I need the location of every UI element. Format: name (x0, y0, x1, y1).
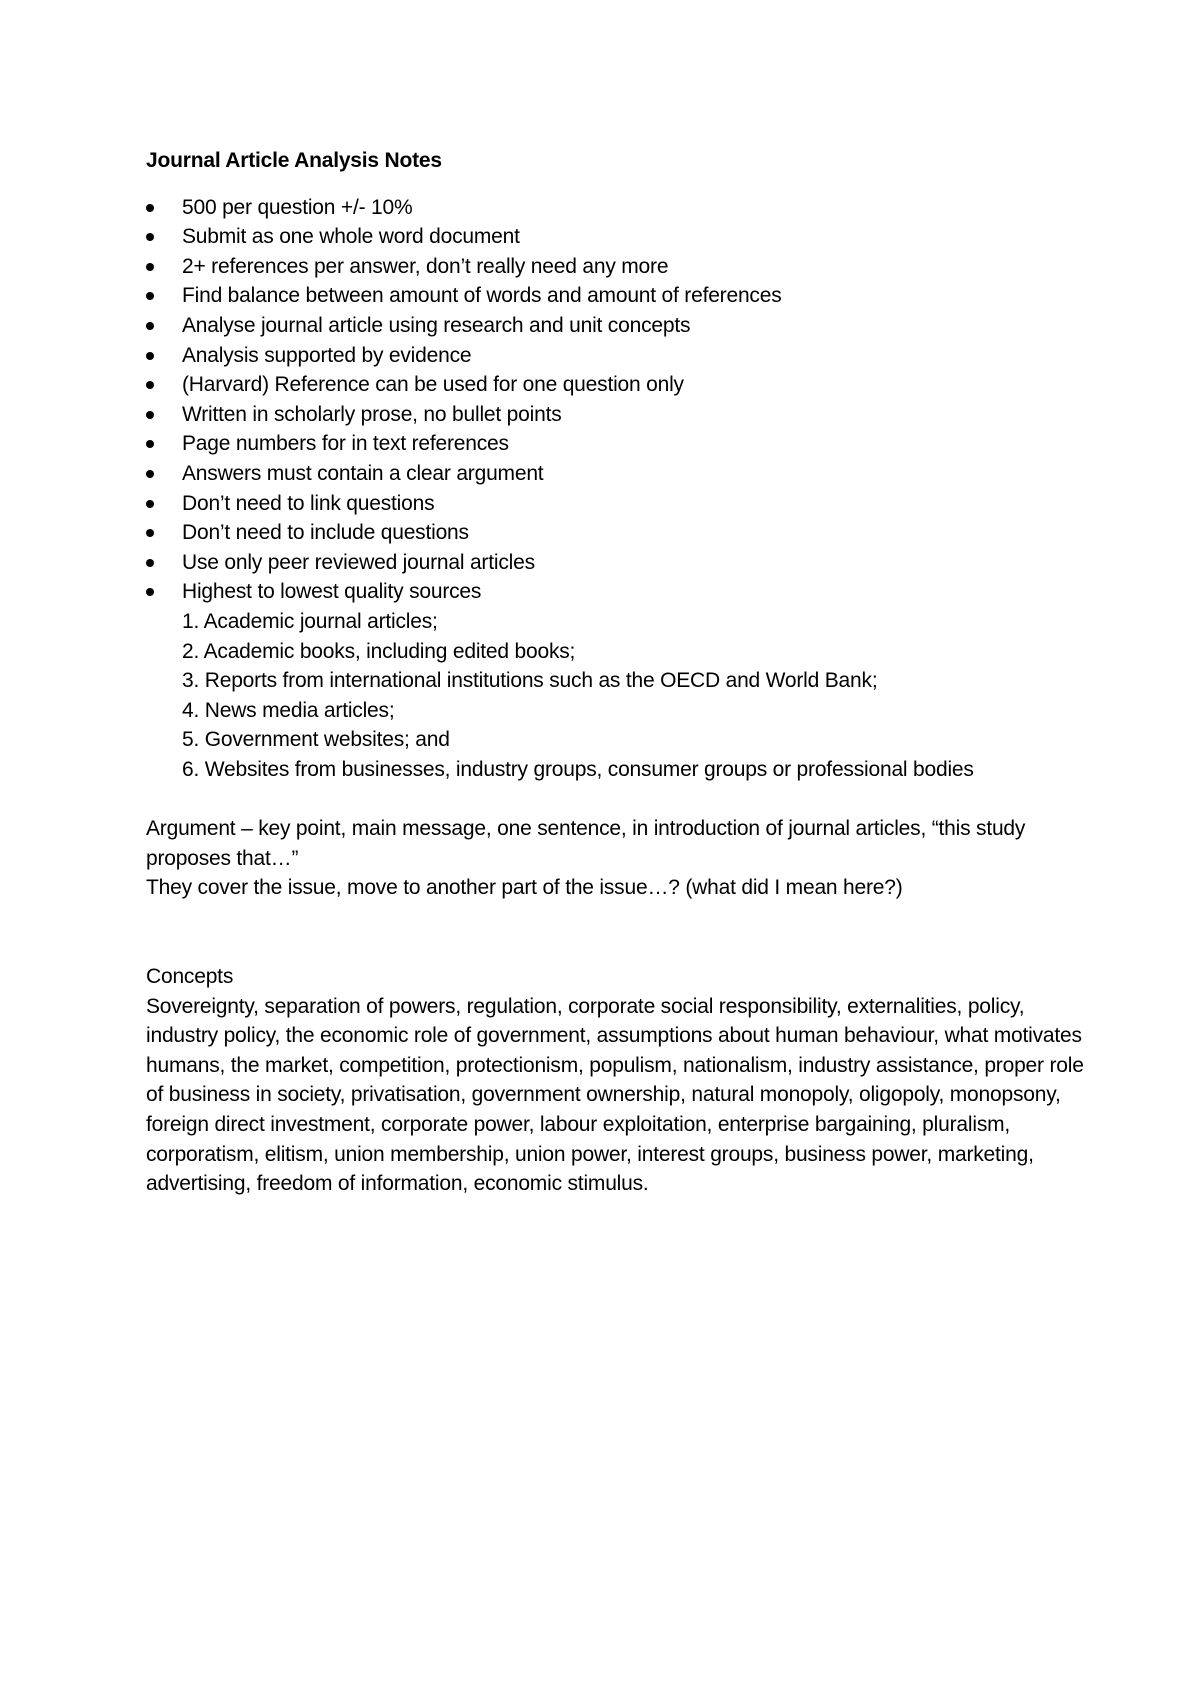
list-item: Submit as one whole word document (146, 222, 1086, 252)
list-item: 2+ references per answer, don’t really need any more (146, 252, 1086, 282)
bullet-icon (146, 470, 154, 478)
bullet-icon (146, 233, 154, 241)
bullet-icon (146, 559, 154, 567)
blank-line (146, 784, 1086, 814)
document-title: Journal Article Analysis Notes (146, 149, 442, 172)
concepts-paragraph: Sovereignty, separation of powers, regulation, corporate social responsibility, externalities, policy, industry policy, the economic role of government, assumptions about human behaviour, what motivates humans, the market, competition, protectionism, populism, nationalism, industry assistance, proper role of business in society, privatisation, government ownership, natural monopoly, oligopoly, monopsony, foreign direct investment, corporate power, labour exploitation, enterprise bargaining, pluralism, corporatism, elitism, union membership, union power, interest groups, business power, marketing, advertising, freedom of information, economic stimulus. (146, 994, 1084, 1196)
bullet-icon (146, 411, 154, 419)
source-item: 1. Academic journal articles; (182, 609, 438, 633)
source-item: 6. Websites from businesses, industry groups, consumer groups or professional bodies (182, 757, 974, 781)
source-item: 2. Academic books, including edited books; (182, 639, 576, 663)
source-item: 3. Reports from international institutions such as the OECD and World Bank; (182, 669, 878, 693)
list-item: 500 per question +/- 10% (146, 193, 1086, 223)
list-item: Don’t need to include questions (146, 518, 1086, 548)
bullet-icon (146, 352, 154, 360)
bullet-icon (146, 263, 154, 271)
list-item: Analyse journal article using research and unit concepts (146, 311, 1086, 341)
bullet-icon (146, 440, 154, 448)
list-item: Written in scholarly prose, no bullet points (146, 400, 1086, 430)
source-item: 4. News media articles; (182, 698, 395, 722)
sources-list (146, 607, 1086, 785)
bullet-icon (146, 500, 154, 508)
blank-line (146, 903, 1086, 933)
argument-paragraph: Argument – key point, main message, one sentence, in introduction of journal articles, “this study proposes that…” (146, 817, 1026, 870)
bullet-icon (146, 204, 154, 212)
list-item: Find balance between amount of words and amount of references (146, 281, 1086, 311)
list-item: (Harvard) Reference can be used for one question only (146, 370, 1086, 400)
list-item: Use only peer reviewed journal articles (146, 548, 1086, 578)
list-item: Page numbers for in text references (146, 429, 1086, 459)
bullet-icon (146, 292, 154, 300)
bullet-icon (146, 381, 154, 389)
list-item: Highest to lowest quality sources (146, 577, 1086, 607)
concepts-heading: Concepts (146, 965, 234, 989)
bullet-icon (146, 529, 154, 537)
list-item: Analysis supported by evidence (146, 341, 1086, 371)
source-item: 5. Government websites; and (182, 728, 450, 752)
bullet-icon (146, 588, 154, 596)
cover-paragraph: They cover the issue, move to another part of the issue…? (what did I mean here?) (146, 876, 903, 900)
document-body (146, 146, 1086, 1199)
requirements-list (146, 193, 1086, 607)
list-item: Don’t need to link questions (146, 489, 1086, 519)
bullet-icon (146, 322, 154, 330)
blank-line (146, 932, 1086, 962)
list-item: Answers must contain a clear argument (146, 459, 1086, 489)
